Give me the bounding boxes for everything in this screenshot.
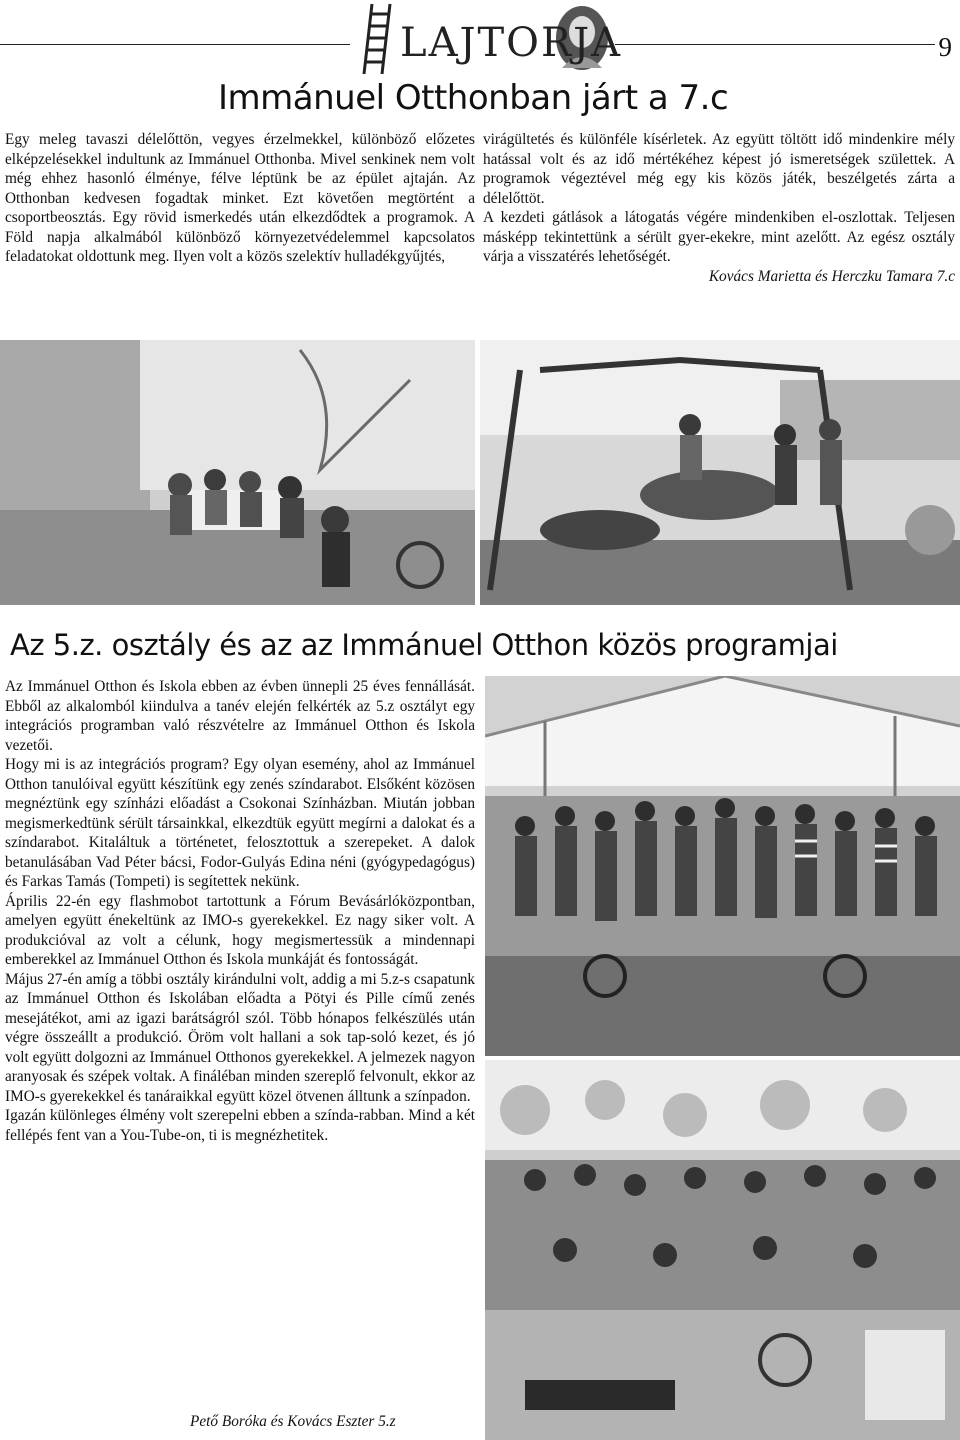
article2-paragraph: Igazán különleges élmény volt szerepelni ebben a színda-rabban. Mind a két fellépés fent van a You-Tube-on, ti is megnézhetitek. [5,1107,475,1144]
header-rule-right [615,44,935,45]
photo-performance [485,1060,960,1440]
article2-paragraph: Április 22-én egy flashmobot tartottunk a Fórum Bevásárlóközpontban, amelyen együtt énekeltünk az IMO-s gyerekekkel. Ez nagy siker volt. A produkcióval az volt a célunk, hogy megismertessük a mindennapi emberekkel az Immánuel Otthon és Iskola munkáját és fontosságát. [5,892,475,968]
photo-swing [480,340,960,605]
page-number: 9 [938,32,952,62]
article2-headline: Az 5.z. osztály és az az Immánuel Otthon közös programjai [10,628,838,662]
article1-paragraph: virágültetés és különféle kísérletek. Az együtt töltött idő mindenkire mély hatással volt és az idő mértékéhez képest jó ismeretségek születtek. A programok végeztével még egy kis közös játék, beszélgetés zárta a délelőttöt. [483,131,955,207]
article2-paragraph: Hogy mi is az integrációs program? Egy olyan esemény, ahol az Immánuel Otthon tanulóival együtt készítünk egy zenés színdarabot. Elsőként közösen megnéztünk egy színházi előadást a Csokonai Színházban. Miután jobban megismerkedtünk sérült társainkkal, elkezdtük együtt megírni a dalokat és a színdarabot. Kitaláltuk a történetet, felosztottuk a szerepeket. A dalok betanulásában Vad Péter bácsi, Fodor-Gulyás Edina néni (gyógypedagógus) és Farkas Tamás (Tompeti) is segítettek nekünk. [5,756,475,890]
article1-byline: Kovács Marietta és Herczku Tamara 7.c [708,267,955,285]
article1-left-column: Egy meleg tavaszi délelőttön, vegyes érzelmekkel, különböző előzetes elképzelésekkel indultunk az Immánuel Otthonba. Mivel senkinek nem volt még ehhez hasonló élménye, félve léptünk be az épület ajtaján. Az Otthonban kedvesen fogadtak minket. Ezt követően megtörtént a csoportbeosztás. Egy rövid ismerkedés után elkezdődtek a programok. A Föld napja alkalmából különböző környezetvédelemmel kapcsolatos feladatokat oldottunk meg. Ilyen volt a közös szelektív hulladékgyűjtés, [5,131,475,265]
article2-paragraph: Az Immánuel Otthon és Iskola ebben az évben ünnepli 25 éves fennállását. Ebből az alkalomból kiindulva a tanév elején felkérték az 5.z osztályt egy integrációs programban való részvételre az Immánuel Otthon és Iskola vezetői. [5,678,475,754]
photo-stage-group [485,676,960,1056]
article2-paragraph: Május 27-én amíg a többi osztály kirándulni volt, addig a mi 5.z-s csapatunk az Immánuel Otthon és Iskolában előadta a Pötyi és Pille című zenés mesejátékot, ami az igazi barátságról szól. Több hónapos felkészülés után végre összeállt a produkció. Öröm volt hallani a sok tap-soló kezet, és jó volt együtt dolgozni az Immánuel Otthonos gyerekekkel. A jelmezek nagyon aranyosak és szépek voltak. A fináléban minden szereplő felvonult, ekkor az IMO-s gyerekekkel és tanáraikkal együtt közel ötvenen álltunk a színpadon. [5,970,475,1105]
article2-text-column [5,677,475,1145]
photo-garden-table [0,340,475,605]
ladder-icon [364,4,390,74]
header-rule-left [0,44,350,45]
article1-headline: Immánuel Otthonban járt a 7.c [218,78,729,118]
article1-right-column [483,130,955,286]
masthead-title: LAJTORJA [400,20,622,66]
article1-paragraph: A kezdeti gátlások a látogatás végére mindenkiben el-oszlottak. Teljesen másképp tekintettünk a sérült gyer-ekekre, mint azelőtt. Az egész osztály várja a visszatérés lehetőségét. [483,209,955,265]
masthead-logo [350,0,650,78]
article2-byline: Pető Boróka és Kovács Eszter 5.z [190,1413,396,1430]
